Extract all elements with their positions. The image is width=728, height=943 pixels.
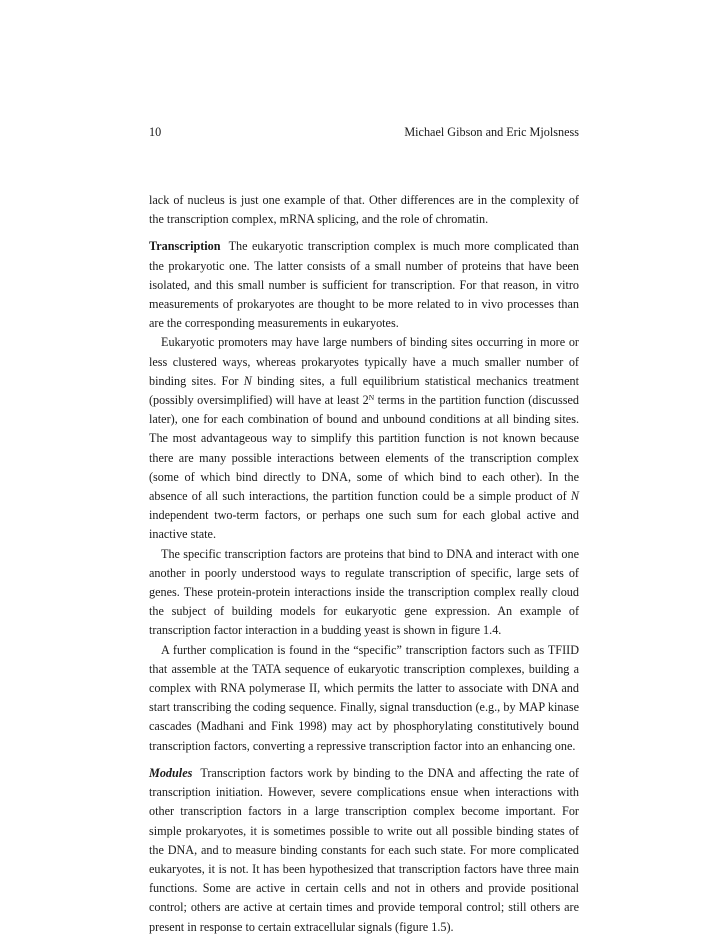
paragraph-text: terms in the partition function (discussed later), one for each combination of bound and unbound conditions at all binding sites. The most advantageous way to simplify this partition function is not known because there are many possible interactions between elements of the transcription complex (some of which bind directly to DNA, some of which bind to each other). In the absence of all such interactions, the partition function could be a simple product of [149,393,579,504]
paragraph-modules [149,764,579,937]
math-var-n: N [243,373,252,388]
math-superscript-n: N [368,393,375,403]
paragraph-continued: lack of nucleus is just one example of that. Other differences are in the complexity of the transcription complex, mRNA splicing, and the role of chromatin. [149,193,579,227]
paragraph-specific-factors: The specific transcription factors are proteins that bind to DNA and interact with one another in poorly understood ways to regulate transcription of specific, large sets of genes. These protein-protein interactions inside the transcription complex really cloud the subject of building models for eukaryotic gene expression. An example of transcription factor interaction in a budding yeast is shown in figure 1.4. [149,546,579,638]
section-heading-transcription: Transcription [149,239,221,254]
page-number: 10 [149,125,162,139]
math-var-n: N [570,489,579,504]
paragraph-text: Eukaryotic promoters may have large numbers of binding sites occurring in more or less clustered ways, whereas prokaryotes typically have a much smaller number of binding sites. For [149,335,579,388]
paragraph-text: Transcription factors work by binding to the DNA and affecting the rate of transcription initiation. However, severe complications ensue when interactions with other transcription factors in a large transcription complex become important. For simple prokaryotes, it is sometimes possible to write out all possible binding states of the DNA, and to measure binding constants for each such state. For more complicated eukaryotes, it is not. It has been hypothesized that transcription factors have three main functions. Some are active in certain cells and not in others and provide positional control; others are active at certain times and provide temporal control; still others are present in response to certain extracellular signals (figure 1.5). [149,765,579,934]
paragraph-transcription [149,237,579,333]
paragraph-text: independent two-term factors, or perhaps one such sum for each global active and inactive state. [149,508,579,542]
paragraph-promoters [149,333,579,544]
paragraph-text: The eukaryotic transcription complex is much more complicated than the prokaryotic one. The latter consists of a small number of proteins that have been isolated, and this small number is sufficient for transcription. For that reason, in vitro measurements of prokaryotes are thought to be more related to in vivo processes than are the corresponding measurements in eukaryotes. [149,239,579,331]
section-heading-modules: Modules [149,765,193,780]
paragraph-complication: A further complication is found in the “specific” transcription factors such as TFIID that assemble at the TATA sequence of eukaryotic transcription complexes, building a complex with RNA polymerase II, which permits the latter to associate with DNA and start transcribing the coding sequence. Finally, signal transduction (e.g., by MAP kinase cascades (Madhani and Fink 1998) may act by phosphorylating constitutively bound transcription factors, converting a repressive transcription factor into an enhancing one. [149,642,579,753]
paragraph-text: binding sites, a full equilibrium statistical mechanics treatment (possibly oversimplified) will have at least 2 [149,373,579,408]
body-text [149,191,579,937]
running-head-authors: Michael Gibson and Eric Mjolsness [404,125,579,139]
